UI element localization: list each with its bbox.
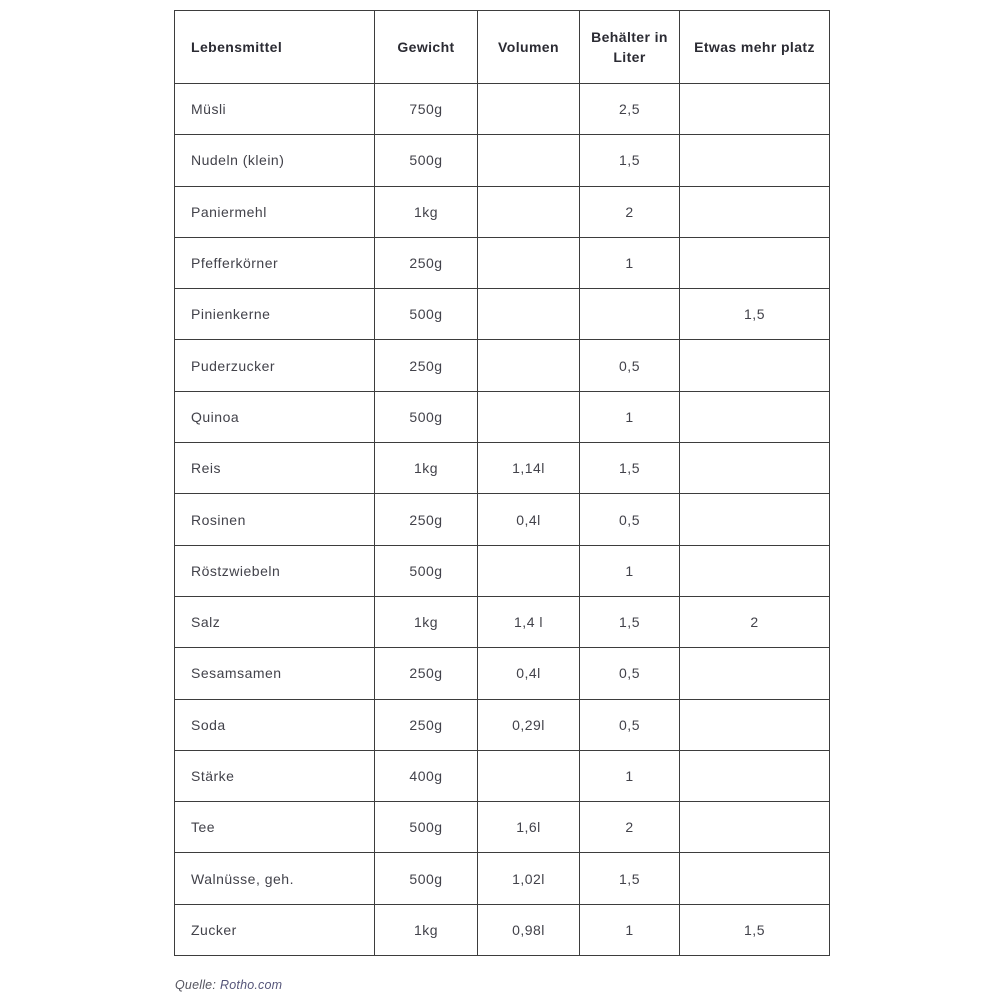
table-cell: 1	[580, 904, 680, 955]
source-note	[175, 978, 282, 992]
table-cell	[680, 802, 830, 853]
table-cell	[478, 340, 580, 391]
table-cell	[680, 84, 830, 135]
table-cell: Walnüsse, geh.	[175, 853, 375, 904]
food-storage-table-container	[174, 10, 830, 956]
table-body	[175, 84, 830, 956]
table-cell: Müsli	[175, 84, 375, 135]
table-cell: 1,4 l	[478, 596, 580, 647]
table-cell: 1,5	[580, 596, 680, 647]
table-cell: Quinoa	[175, 391, 375, 442]
table-cell	[680, 186, 830, 237]
table-row	[175, 443, 830, 494]
table-cell: 1	[580, 750, 680, 801]
table-cell: Pfefferkörner	[175, 237, 375, 288]
table-cell: 0,4l	[478, 494, 580, 545]
table-cell: 250g	[375, 237, 478, 288]
table-cell: 500g	[375, 289, 478, 340]
table-cell: 0,29l	[478, 699, 580, 750]
table-cell: 0,5	[580, 648, 680, 699]
table-row	[175, 391, 830, 442]
table-cell	[680, 853, 830, 904]
table-cell: 750g	[375, 84, 478, 135]
table-row	[175, 648, 830, 699]
source-link[interactable]: Rotho.com	[220, 978, 283, 992]
table-cell: 2,5	[580, 84, 680, 135]
table-cell: 500g	[375, 853, 478, 904]
table-cell: 1kg	[375, 596, 478, 647]
table-cell: 250g	[375, 340, 478, 391]
table-cell: Tee	[175, 802, 375, 853]
table-cell: 1kg	[375, 186, 478, 237]
table-cell	[680, 648, 830, 699]
table-cell: 0,4l	[478, 648, 580, 699]
table-cell	[478, 545, 580, 596]
table-cell	[680, 545, 830, 596]
table-cell	[478, 289, 580, 340]
table-cell	[680, 391, 830, 442]
table-row	[175, 750, 830, 801]
table-cell: 2	[580, 802, 680, 853]
table-cell: 500g	[375, 545, 478, 596]
source-label: Quelle:	[175, 978, 217, 992]
table-cell: 250g	[375, 648, 478, 699]
table-row	[175, 802, 830, 853]
table-row	[175, 596, 830, 647]
table-cell: 1,5	[680, 289, 830, 340]
table-cell	[478, 391, 580, 442]
table-cell: 1	[580, 545, 680, 596]
table-cell: 250g	[375, 494, 478, 545]
table-cell: 1,02l	[478, 853, 580, 904]
table-cell	[478, 135, 580, 186]
table-row	[175, 135, 830, 186]
table-cell	[580, 289, 680, 340]
table-cell	[680, 494, 830, 545]
table-cell	[680, 699, 830, 750]
table-row	[175, 699, 830, 750]
table-cell: Reis	[175, 443, 375, 494]
table-cell: 500g	[375, 802, 478, 853]
table-cell: Paniermehl	[175, 186, 375, 237]
header-cell-volumen: Volumen	[478, 11, 580, 84]
table-row	[175, 84, 830, 135]
table-header	[175, 11, 830, 84]
header-cell-gewicht: Gewicht	[375, 11, 478, 84]
table-cell: Röstzwiebeln	[175, 545, 375, 596]
table-cell: Nudeln (klein)	[175, 135, 375, 186]
table-cell	[680, 443, 830, 494]
table-cell: Salz	[175, 596, 375, 647]
table-cell: 1kg	[375, 443, 478, 494]
table-row	[175, 494, 830, 545]
table-cell: 0,5	[580, 340, 680, 391]
table-row	[175, 853, 830, 904]
table-row	[175, 289, 830, 340]
table-cell	[478, 186, 580, 237]
table-cell: Soda	[175, 699, 375, 750]
table-cell	[680, 750, 830, 801]
table-cell: 1kg	[375, 904, 478, 955]
table-cell	[680, 340, 830, 391]
table-cell: 0,98l	[478, 904, 580, 955]
table-cell: 2	[680, 596, 830, 647]
table-cell	[478, 237, 580, 288]
table-cell: 1,5	[680, 904, 830, 955]
table-cell: 0,5	[580, 699, 680, 750]
table-cell	[680, 135, 830, 186]
table-cell: 500g	[375, 391, 478, 442]
food-storage-table	[174, 10, 830, 956]
table-cell: 1,6l	[478, 802, 580, 853]
table-cell	[478, 750, 580, 801]
table-cell	[680, 237, 830, 288]
header-cell-behaelter-in-liter: Behälter in Liter	[580, 11, 680, 84]
header-cell-lebensmittel: Lebensmittel	[175, 11, 375, 84]
table-cell: Zucker	[175, 904, 375, 955]
table-cell: Stärke	[175, 750, 375, 801]
table-cell: 1,5	[580, 853, 680, 904]
header-row	[175, 11, 830, 84]
table-cell: 1,5	[580, 135, 680, 186]
table-row	[175, 237, 830, 288]
header-cell-etwas-mehr-platz: Etwas mehr platz	[680, 11, 830, 84]
table-cell: 2	[580, 186, 680, 237]
table-cell: 250g	[375, 699, 478, 750]
table-row	[175, 186, 830, 237]
table-cell: 1	[580, 391, 680, 442]
table-cell: 1,14l	[478, 443, 580, 494]
table-cell: Puderzucker	[175, 340, 375, 391]
table-cell: 500g	[375, 135, 478, 186]
table-cell	[478, 84, 580, 135]
table-cell: 1	[580, 237, 680, 288]
table-row	[175, 340, 830, 391]
table-row	[175, 904, 830, 955]
table-row	[175, 545, 830, 596]
table-cell: Rosinen	[175, 494, 375, 545]
table-cell: 400g	[375, 750, 478, 801]
table-cell: 0,5	[580, 494, 680, 545]
table-cell: 1,5	[580, 443, 680, 494]
table-cell: Pinienkerne	[175, 289, 375, 340]
table-cell: Sesamsamen	[175, 648, 375, 699]
